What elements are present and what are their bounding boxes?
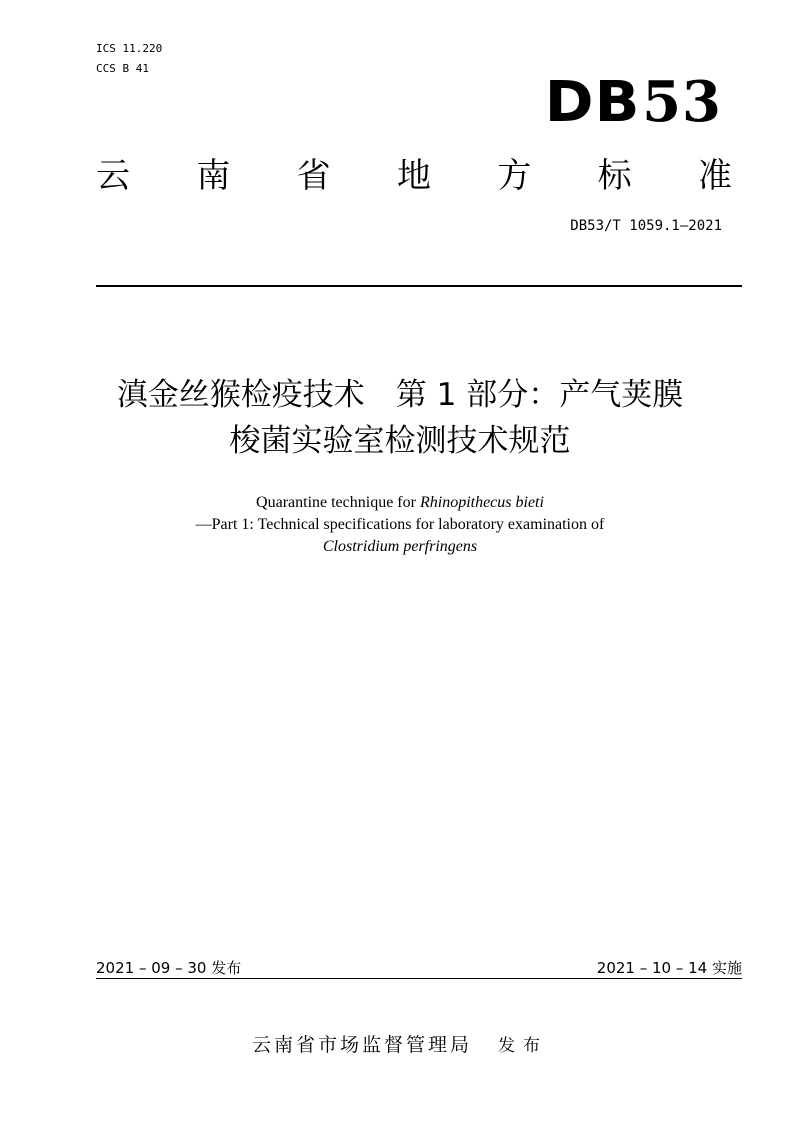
standard-type-char: 方 (497, 156, 532, 196)
authority-name: 云南省市场监督管理局 (251, 1034, 472, 1056)
ics-code: ICS 11.220 (96, 42, 163, 55)
ccs-code: CCS B 41 (96, 62, 149, 75)
logo-letters: DB (544, 70, 641, 135)
standard-type-char: 省 (296, 156, 331, 196)
english-title-bacterium: Clostridium perfringens (322, 538, 478, 555)
standard-type-char: 准 (697, 156, 732, 196)
db53-logo (544, 69, 722, 135)
footer-divider (96, 978, 742, 979)
standard-type-char: 南 (196, 156, 231, 196)
english-title-species: Rhinopithecus bieti (419, 494, 544, 511)
header-divider (96, 285, 742, 287)
english-title-line-2: —Part 1: Technical specifications for laboratory examination of (195, 516, 605, 533)
english-title (60, 492, 740, 558)
standard-type (96, 156, 732, 196)
chinese-title-line-2: 梭菌实验室检测技术规范 (229, 423, 571, 459)
standard-number: DB53/T 1059.1—2021 (570, 218, 722, 234)
english-title-line-1 (60, 492, 740, 514)
standard-type-char: 地 (396, 156, 431, 196)
publish-label: 发布 (498, 1036, 548, 1056)
issue-date: 2021 – 09 – 30 发布 (96, 959, 242, 977)
dates-row (96, 958, 742, 978)
chinese-title-line-1: 滇金丝猴检疫技术 第 1 部分：产气荚膜 (116, 377, 684, 413)
implement-date: 2021 – 10 – 14 实施 (596, 959, 742, 977)
standard-type-char: 云 (96, 156, 130, 196)
standard-type-char: 标 (597, 156, 632, 196)
logo-number: 53 (642, 69, 722, 135)
chinese-title (60, 372, 740, 464)
english-title-line-3 (60, 536, 740, 558)
publishing-authority (0, 1030, 800, 1057)
english-title-prefix: Quarantine technique for (256, 494, 420, 511)
